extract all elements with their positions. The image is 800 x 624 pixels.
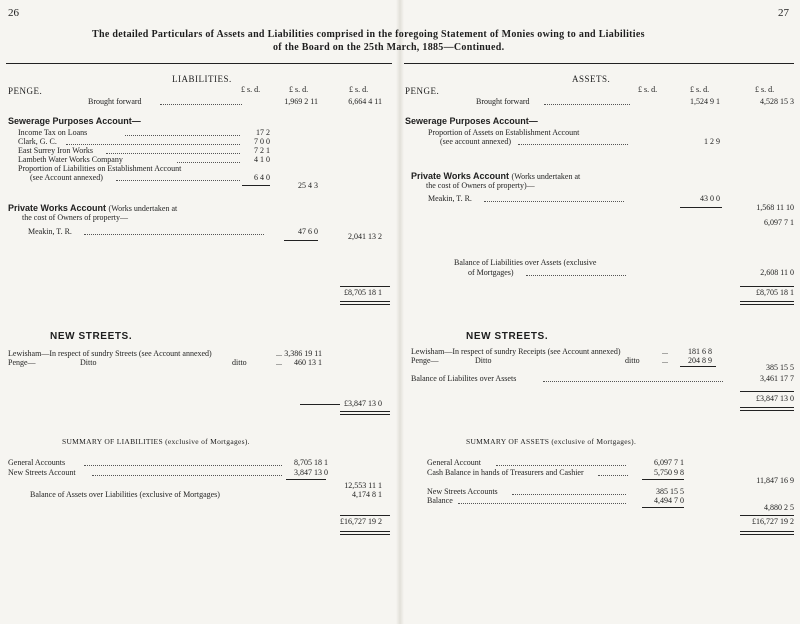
new-streets-title-right: NEW STREETS. <box>466 331 549 342</box>
double-rule <box>740 531 794 535</box>
assets-place: PENGE. <box>405 86 440 96</box>
summary-liab-general-amount: 8,705 18 1 <box>294 458 328 467</box>
ellipsis: ... <box>276 349 282 358</box>
sewerage-total: 25 4 3 <box>298 181 318 190</box>
new-streets-asset-penge-amount: 204 8 9 <box>688 356 712 365</box>
top-rule-left <box>6 63 392 64</box>
liability-proportion-amount: 6 4 0 <box>254 173 270 182</box>
leader <box>598 475 628 476</box>
liability-item-label: Income Tax on Loans <box>18 128 88 137</box>
ditto-label: Ditto <box>475 356 492 365</box>
double-rule <box>340 301 390 305</box>
rule <box>642 479 684 480</box>
private-works-title-main: Private Works Account <box>8 203 107 213</box>
rule <box>340 286 390 287</box>
currency-head-3: £ s. d. <box>349 85 369 94</box>
rule <box>284 240 318 241</box>
page-number-right: 27 <box>778 7 789 19</box>
currency-head-2: £ s. d. <box>690 85 710 94</box>
double-rule <box>740 301 794 305</box>
liability-item-label: Clark, G. C. <box>18 137 57 146</box>
double-rule <box>340 411 390 415</box>
page-number-left: 26 <box>8 7 19 19</box>
summary-asset-general-amount: 6,097 7 1 <box>654 458 684 467</box>
summary-asset-subtotal: 11,847 16 9 <box>756 476 794 485</box>
liabilities-heading: LIABILITIES. <box>172 74 232 84</box>
leader <box>106 153 240 154</box>
rule <box>242 185 270 186</box>
liability-item-amount: 7 0 0 <box>254 137 270 146</box>
rule <box>286 479 326 480</box>
liability-proportion-sublabel: (see Account annexed) <box>30 173 103 182</box>
summary-liab-general: General Accounts <box>8 458 66 467</box>
leader <box>484 201 624 202</box>
rule <box>740 391 794 392</box>
private-works-title-sub: (Works undertaken at <box>108 204 178 213</box>
page-gutter <box>396 0 404 624</box>
ellipsis: ... <box>276 358 282 367</box>
liability-item-amount: 17 2 <box>256 128 270 137</box>
rule <box>340 515 390 516</box>
currency-head-1: £ s. d. <box>638 85 658 94</box>
leader <box>518 144 628 145</box>
private-works-title-sub: (Works undertaken at <box>511 172 581 181</box>
liabilities-total: £8,705 18 1 <box>344 288 382 297</box>
private-works-subtitle: the cost of Owners of property— <box>22 213 128 222</box>
asset-proportion-label: Proportion of Assets on Establishment Account <box>428 128 580 137</box>
leader <box>92 475 282 476</box>
ellipsis: ... <box>662 356 668 365</box>
brought-forward-col2: 1,524 9 1 <box>690 97 720 106</box>
summary-asset-cash: Cash Balance in hands of Treasurers and Cashier <box>427 468 584 477</box>
brought-forward-label: Brought forward <box>476 97 530 106</box>
rule <box>680 207 722 208</box>
new-streets-title-left: NEW STREETS. <box>50 331 133 342</box>
currency-head-2: £ s. d. <box>289 85 309 94</box>
leader <box>177 162 240 163</box>
brought-forward-col3: 4,528 15 3 <box>760 97 794 106</box>
summary-asset-subtotal-2: 4,880 2 5 <box>764 503 794 512</box>
liability-proportion-label: Proportion of Liabilities on Establishment Account <box>18 164 182 173</box>
asset-proportion-sublabel: (see account annexed) <box>440 137 512 146</box>
meakin-amount: 47 6 0 <box>298 227 318 236</box>
sewerage-section-title: Sewerage Purposes Account— <box>8 116 141 126</box>
new-streets-liab-penge: Penge— <box>8 358 36 367</box>
assets-heading: ASSETS. <box>572 74 611 84</box>
liabilities-subtotal: 2,041 13 2 <box>348 232 382 241</box>
meakin-label: Meakin, T. R. <box>28 227 72 236</box>
leader <box>458 503 626 504</box>
liabilities-place: PENGE. <box>8 86 43 96</box>
new-streets-liab-lewisham-amount: 3,386 19 11 <box>284 349 322 358</box>
leader <box>544 104 630 105</box>
assets-subtotal-2: 6,097 7 1 <box>764 218 794 227</box>
rule <box>740 515 794 516</box>
brought-forward-label: Brought forward <box>88 97 142 106</box>
leader <box>512 494 626 495</box>
summary-asset-newstreets: New Streets Accounts <box>427 487 498 496</box>
sewerage-section-title: Sewerage Purposes Account— <box>405 116 538 126</box>
liability-item-amount: 4 1 0 <box>254 155 270 164</box>
new-streets-asset-lewisham-amount: 181 6 8 <box>688 347 712 356</box>
new-streets-liab-total: £3,847 13 0 <box>344 399 382 408</box>
assets-subtotal-1: 1,568 11 10 <box>756 203 794 212</box>
page-title: The detailed Particulars of Assets and Liabilities comprised in the foregoing Statement of Monies owing to and Liabilities <box>92 29 645 40</box>
summary-asset-general: General Account <box>427 458 481 467</box>
summary-assets-title: SUMMARY OF ASSETS (exclusive of Mortgages). <box>466 437 637 446</box>
asset-proportion-amount: 1 2 9 <box>704 137 720 146</box>
currency-head-3: £ s. d. <box>755 85 775 94</box>
summary-liab-balance: Balance of Assets over Liabilities (exclusive of Mortgages) <box>30 490 220 499</box>
double-rule <box>340 531 390 535</box>
leader <box>543 381 723 382</box>
new-streets-asset-lewisham: Lewisham—In respect of sundry Receipts (see Account annexed) <box>411 347 621 356</box>
top-rule-right <box>404 63 794 64</box>
leader <box>84 234 264 235</box>
leader <box>116 180 240 181</box>
summary-asset-balance-amount: 4,494 7 0 <box>654 496 684 505</box>
leader <box>84 465 282 466</box>
summary-liab-balance-amount: 4,174 8 1 <box>352 490 382 499</box>
ditto-label: ditto <box>232 358 247 367</box>
new-streets-asset-penge: Penge— <box>411 356 439 365</box>
ditto-label: Ditto <box>80 358 97 367</box>
brought-forward-col2: 1,969 2 11 <box>284 97 318 106</box>
summary-liab-subtotal: 12,553 11 1 <box>344 481 382 490</box>
currency-head-1: £ s. d. <box>241 85 261 94</box>
summary-liabilities-title: SUMMARY OF LIABILITIES (exclusive of Mortgages). <box>62 437 250 446</box>
assets-total: £8,705 18 1 <box>756 288 794 297</box>
new-streets-asset-balance: Balance of Liabilites over Assets <box>411 374 517 383</box>
leader <box>125 135 240 136</box>
new-streets-asset-total: £3,847 13 0 <box>756 394 794 403</box>
new-streets-liab-penge-amount: 460 13 1 <box>294 358 322 367</box>
summary-liab-newstreets-amount: 3,847 13 0 <box>294 468 328 477</box>
liability-item-amount: 7 2 1 <box>254 146 270 155</box>
rule <box>680 366 716 367</box>
double-rule <box>740 407 794 411</box>
liability-item-label: East Surrey Iron Works <box>18 146 93 155</box>
new-streets-asset-balance-amount: 3,461 17 7 <box>760 374 794 383</box>
rule <box>740 286 794 287</box>
summary-asset-cash-amount: 5,750 9 8 <box>654 468 684 477</box>
leader <box>526 275 626 276</box>
leader <box>496 465 626 466</box>
summary-liab-newstreets: New Streets Account <box>8 468 76 477</box>
brought-forward-col3: 6,664 4 11 <box>348 97 382 106</box>
meakin-label: Meakin, T. R. <box>428 194 472 203</box>
private-works-title-main: Private Works Account <box>411 171 510 181</box>
asset-balance-amount: 2,608 11 0 <box>760 268 794 277</box>
private-works-subtitle: the cost of Owners of property)— <box>426 181 535 190</box>
new-streets-liab-lewisham: Lewisham—In respect of sundry Streets (see Account annexed) <box>8 349 212 358</box>
meakin-amount: 43 0 0 <box>700 194 720 203</box>
summary-asset-total: £16,727 19 2 <box>752 517 794 526</box>
summary-asset-balance: Balance <box>427 496 453 505</box>
liability-item-label: Lambeth Water Works Company <box>18 155 123 164</box>
summary-asset-newstreets-amount: 385 15 5 <box>656 487 684 496</box>
asset-balance-label: Balance of Liabilities over Assets (exclusive <box>454 258 597 267</box>
leader <box>160 104 242 105</box>
summary-liab-total: £16,727 19 2 <box>340 517 382 526</box>
ditto-label: ditto <box>625 356 640 365</box>
asset-balance-sublabel: of Mortgages) <box>468 268 514 277</box>
new-streets-asset-subtotal: 385 15 5 <box>766 363 794 372</box>
leader <box>66 144 240 145</box>
ellipsis: ... <box>662 347 668 356</box>
page-subtitle: of the Board on the 25th March, 1885—Continued. <box>273 42 505 53</box>
rule <box>642 507 684 508</box>
